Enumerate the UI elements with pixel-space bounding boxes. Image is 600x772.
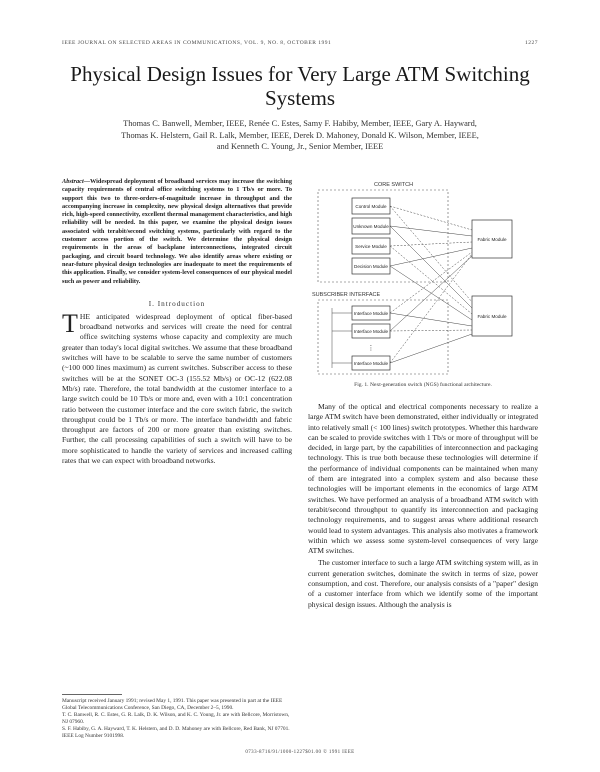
abstract-text: Widespread deployment of broadband services may increase the switching capacity requirements of central office switching systems to 1 Tb/s or more. To support this two to three-orders-of-magnitude increase in throughput and the accompanying increase in complexity, new physical design alternatives that provide rich, high-speed connectivity, excellent thermal management characteristics, and high reliability will be needed. In this paper, we examine the physical design issues associated with terabit/second switching systems, particularly with regard to the customer access portion of the switch. We determine the physical design requirements in the areas of backplane interconnections, integrated circuit packaging, and circuit board technology. We also identify areas where existing or near-future physical design technologies are inadequate to meet the requirements of this application. Finally, we consider system-level consequences of our physical model such as power and reliability. (62, 178, 292, 285)
body-paragraph: The customer interface to such a large ATM switching system will, as in current generation switches, dominate the switch in terms of size, power consumption, and cost. Therefore, our analysis consists of a "paper" design of a customer interface from which we identify some of the important physical design issues. Although the analysis is (308, 558, 538, 609)
fabric-module-top (472, 220, 512, 258)
right-body (308, 402, 538, 610)
running-header (62, 40, 538, 50)
ellipsis-dots: ⋮ (367, 345, 375, 352)
module-label: Unknown Module (353, 224, 389, 229)
module-label: Interface Module (353, 329, 389, 334)
left-column (62, 178, 292, 466)
group-label-subscriber: SUBSCRIBER INTERFACE (312, 292, 381, 298)
footnote-line: S. F. Habiby, G. A. Hayward, T. K. Helstern, and D. D. Mahoney are with Bellcore, Red Bank, NJ 07701. (62, 726, 290, 732)
footnote-line: T. C. Banwell, R. C. Estes, G. R. Lalk, D. K. Wilson, and K. C. Young, Jr. are with Bellcore, Morristown, NJ 07960. (62, 712, 290, 725)
paper-title: Physical Design Issues for Very Large ATM Switching Systems (70, 62, 530, 110)
abstract-lead: Abstract— (62, 178, 90, 185)
module-interface-3 (352, 356, 390, 370)
intro-paragraph (62, 308, 292, 466)
module-interface-1 (352, 306, 390, 320)
module-label: Decision Module (354, 264, 388, 269)
body-paragraph: Many of the optical and electrical components necessary to realize a large ATM switch have been demonstrated, either individually or integrated into relatively small (< 100 lines) switch prototypes. Whether this hardware can be scaled to provide switches with 1 Tb/s or more of throughput will be decided, in large part, by the capabilities of interconnection and packaging technology. This is true both because these technologies will determine if the performance of individual components can be maintained when many of them are integrated into a complex system and also because these technologies will be important elements in the economics of large ATM switches. We have performed an analysis of a broadband ATM switch with terabit/second throughput to quantify its interconnection and packaging technology requirements, and to suggest areas where additional research would lead to system advantages. This analysis also motivates a framework within which we assess some system-level consequences of very large ATM switches. (308, 402, 539, 556)
section-heading: I. Introduction (148, 299, 206, 308)
author-list (62, 118, 538, 153)
drop-cap: T (62, 308, 78, 338)
footnote-line: IEEE Log Number 9101998. (62, 733, 125, 739)
architecture-figure (308, 178, 538, 378)
abstract (62, 178, 292, 286)
author-line: and Kenneth C. Young, Jr., Senior Member, IEEE (216, 142, 384, 151)
intro-text: HE anticipated widespread deployment of optical fiber-based broadband networks and services will create the need for central office switching systems whose capacity and complexity are much greater than today's local digital switches. We assume that these broadband switches will have to be scalable to serve the same number of customers (~100 000 lines maximum) as current switches. Subscriber access to these switches will be at the SONET OC-3 (155.52 Mb/s) or OC-12 (622.08 Mb/s) rate. Therefore, the total bandwidth at the customer interface to a large switch could be 10 Tb/s or more and, even with a 10:1 concentration ratio between the customer interface and the core switch fabric, the switch throughput could be 1 Tb/s or more. The interface bandwidth and fabric throughput are factors of 200 or more greater than existing switches. Further, the call processing capabilities of such a switch will have to be more sophisticated to handle the variety of services and increased calling rates that we can expect with broadband networks. (62, 311, 292, 466)
module-label: Fabric Module (477, 314, 507, 319)
architecture-diagram (308, 178, 538, 378)
module-unknown (352, 218, 390, 234)
footnote-rule (62, 694, 122, 695)
footnote (62, 694, 292, 740)
module-label: Service Module (355, 244, 387, 249)
author-line: Thomas K. Helstern, Gail R. Lalk, Member, IEEE, Derek D. Mahoney, Donald K. Wilson, Member, IEEE, (121, 130, 479, 140)
footnote-line: Manuscript received January 1991; revised May 1, 1991. This paper was presented in part at the IEEE Global Telecommunications Conference, San Diego, CA, December 2–5, 1990. (62, 698, 283, 711)
module-label: Interface Module (353, 361, 389, 366)
group-label-core: CORE SWITCH (374, 182, 414, 188)
author-line: Thomas C. Banwell, Member, IEEE, Renée C. Estes, Samy F. Habiby, Member, IEEE, Gary A. Hayward, (123, 119, 477, 128)
module-service (352, 238, 390, 254)
module-decision (352, 258, 390, 274)
fabric-module-bottom (472, 296, 512, 336)
figure-caption: Fig. 1. Next-generation switch (NGS) functional architecture. (354, 382, 492, 388)
page-number: 1227 (525, 40, 538, 46)
journal-header: IEEE JOURNAL ON SELECTED AREAS IN COMMUNICATIONS, VOL. 9, NO. 8, OCTOBER 1991 (62, 40, 332, 46)
module-label: Control Module (355, 204, 387, 209)
module-control (352, 198, 390, 214)
right-column (308, 178, 538, 388)
module-label: Fabric Module (477, 237, 507, 242)
module-interface-2 (352, 324, 390, 338)
module-label: Interface Module (353, 311, 389, 316)
copyright-line: 0733-8716/91/1000-1227$01.00 © 1991 IEEE (245, 750, 355, 755)
